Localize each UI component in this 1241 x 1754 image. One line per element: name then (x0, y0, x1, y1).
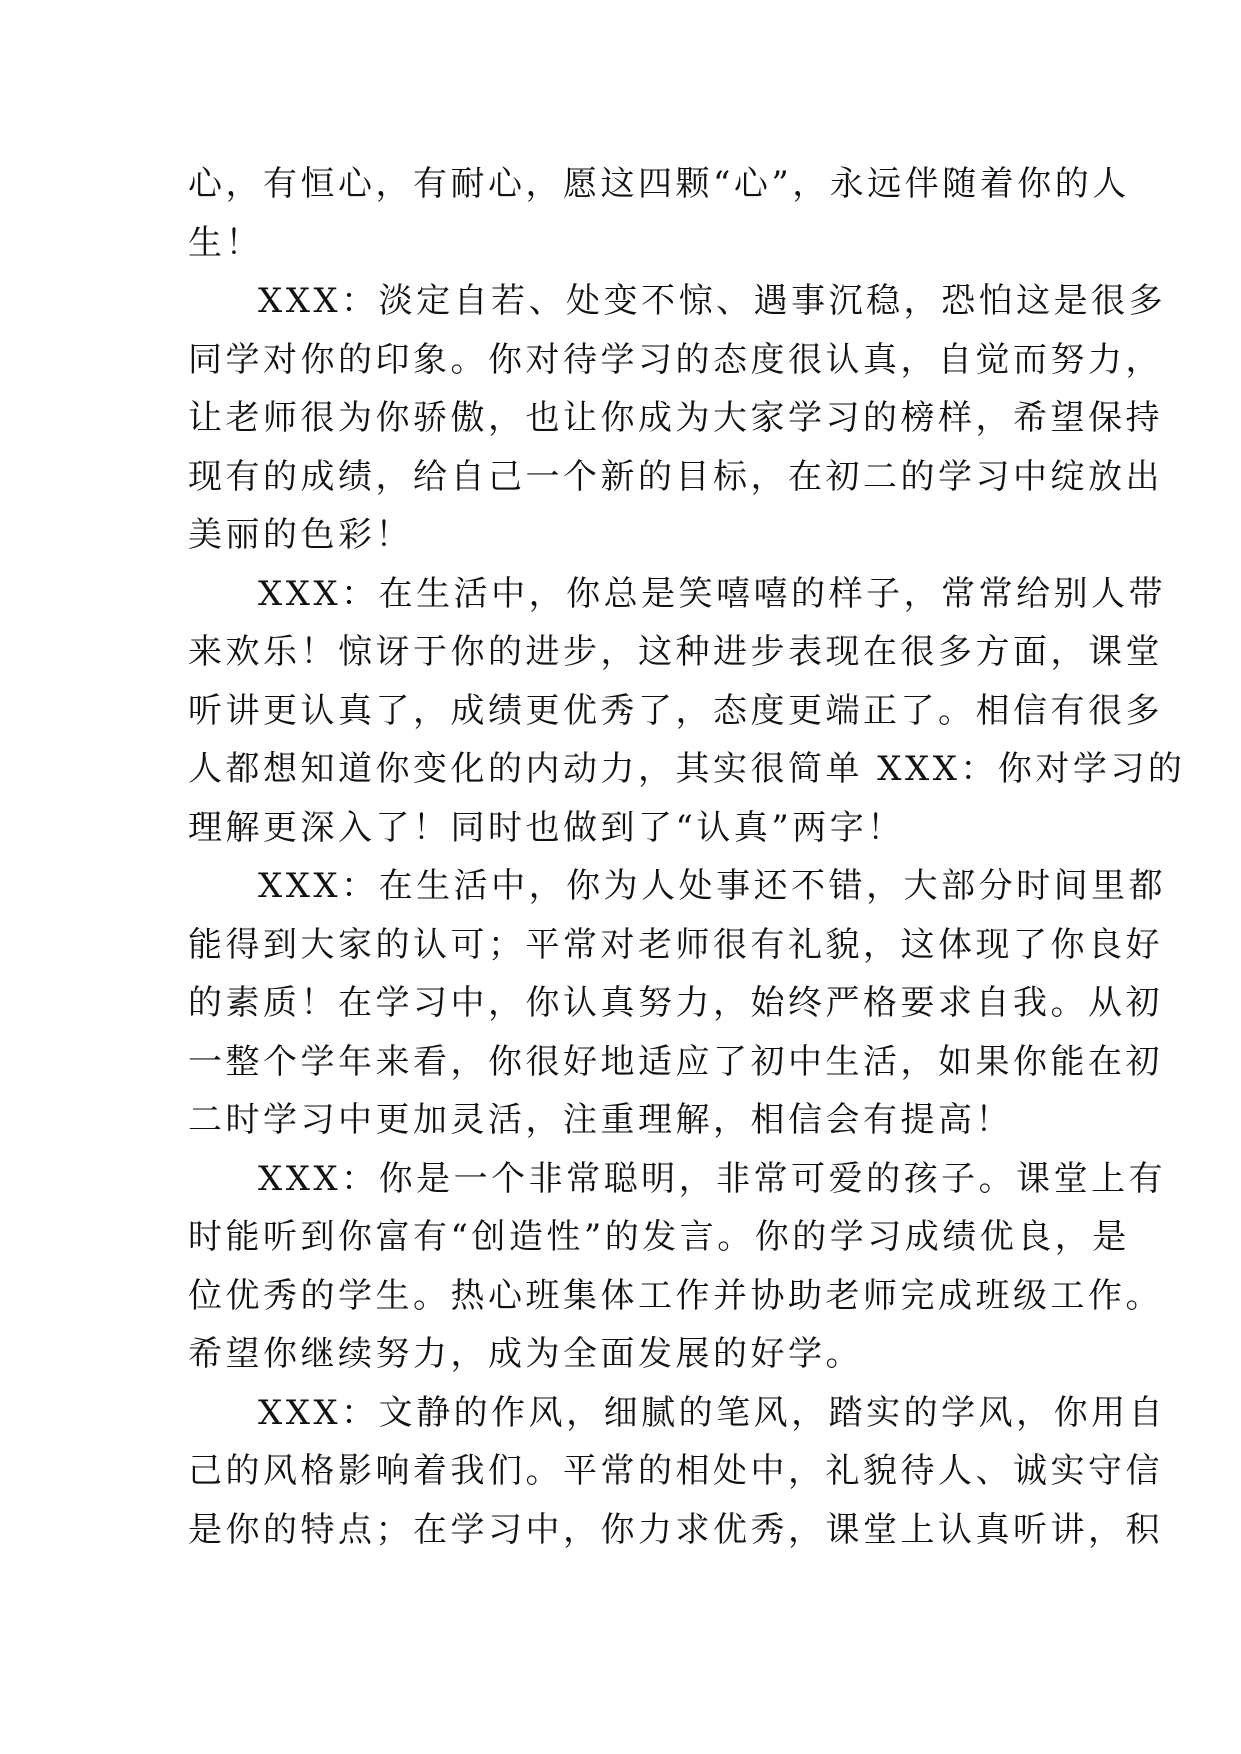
text-line: 位优秀的学生。热心班集体工作并协助老师完成班级工作。 (188, 1275, 1163, 1316)
text-line: 来欢乐！惊讶于你的进步，这种进步表现在很多方面，课堂 (188, 632, 1163, 672)
text-line: 人都想知道你变化的内动力，其实很简单 XXX：你对学习的 (188, 749, 1186, 789)
text-line: 二时学习中更加灵活，注重理解，相信会有提高！ (188, 1100, 1013, 1140)
text-line: 让老师很为你骄傲，也让你成为大家学习的榜样，希望保持 (188, 398, 1163, 438)
document-body (188, 155, 1186, 1559)
paragraph-start-line: XXX：淡定自若、处变不惊、遇事沉稳，恐怕这是很多 (258, 281, 1167, 321)
text-line: 是你的特点；在学习中，你力求优秀，课堂上认真听讲，积 (188, 1509, 1163, 1550)
text-line: 时能听到你富有“创造性”的发言。你的学习成绩优良，是 (188, 1217, 1130, 1257)
text-line: 听讲更认真了，成绩更优秀了，态度更端正了。相信有很多 (188, 690, 1163, 731)
text-line: 同学对你的印象。你对待学习的态度很认真，自觉而努力， (188, 339, 1163, 380)
text-line: 己的风格影响着我们。平常的相处中，礼貌待人、诚实守信 (188, 1451, 1163, 1491)
paragraph-start-line: XXX：在生活中，你为人处事还不错，大部分时间里都 (258, 866, 1167, 906)
text-line: 希望你继续努力，成为全面发展的好学。 (188, 1334, 863, 1374)
text-line: 一整个学年来看，你很好地适应了初中生活，如果你能在初 (188, 1041, 1163, 1082)
text-line: 心，有恒心，有耐心，愿这四颗“心”，永远伴随着你的人 (188, 164, 1130, 204)
text-line: 现有的成绩，给自己一个新的目标，在初二的学习中绽放出 (188, 456, 1163, 497)
text-line: 能得到大家的认可；平常对老师很有礼貌，这体现了你良好 (188, 924, 1163, 965)
text-line: 的素质！在学习中，你认真努力，始终严格要求自我。从初 (188, 983, 1163, 1023)
paragraph-start-line: XXX：文静的作风，细腻的笔风，踏实的学风，你用自 (258, 1392, 1167, 1433)
paragraph-start-line: XXX：你是一个非常聪明，非常可爱的孩子。课堂上有 (258, 1158, 1167, 1199)
text-line: 理解更深入了！同时也做到了“认真”两字！ (188, 807, 905, 848)
paragraph-start-line: XXX：在生活中，你总是笑嘻嘻的样子，常常给别人带 (258, 573, 1167, 614)
text-line: 美丽的色彩！ (188, 515, 413, 555)
text-line: 生！ (188, 222, 263, 263)
